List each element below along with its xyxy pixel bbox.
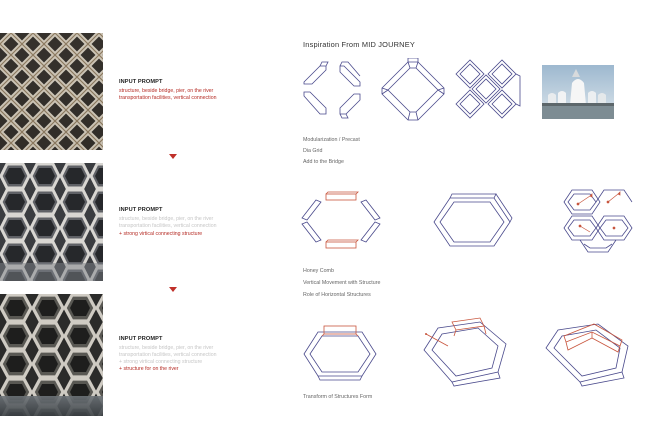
diagram-honeycomb-parts <box>298 188 384 254</box>
prompt-3-added: + structure for on the river <box>119 366 179 372</box>
note-horizontal-structures: Role of Horizontal Structures <box>303 292 371 298</box>
prompt-3-line-3: + strong virtical connecting structure <box>119 359 203 365</box>
diagram-precast-modules <box>300 58 380 122</box>
diagram-form-extruded <box>540 316 640 388</box>
prompt-1-line-2: transportation facilities, vertical connection <box>119 95 217 101</box>
prompt-2-line-2: transportation facilities, vertical connection <box>119 223 217 229</box>
render-photo-1 <box>0 33 103 150</box>
prompt-3-line-2: transportation facilities, vertical connection <box>119 352 217 358</box>
triangle-down-icon <box>169 154 177 159</box>
prompt-2-added: + strong virtical connecting structure <box>119 231 203 237</box>
note-transform-form: Transform of Structures Form <box>303 394 373 400</box>
triangle-down-icon <box>169 287 177 292</box>
diagram-form-flat <box>300 322 380 384</box>
reference-building-photo <box>542 65 614 119</box>
prompt-2-title: INPUT PROMPT <box>119 207 163 213</box>
note-dia-grid: Dia Grid <box>303 148 323 154</box>
note-modularization: Modularization / Precast <box>303 137 360 143</box>
diagram-honeycomb-cell <box>430 190 516 252</box>
prompt-1-line-1: structure, beside bridge, pier, on the river <box>119 88 214 94</box>
render-photo-3 <box>0 294 103 416</box>
note-honey-comb: Honey Comb <box>303 268 334 274</box>
page-heading: Inspiration From MID JOURNEY <box>303 40 415 49</box>
diagram-honeycomb-cluster <box>556 182 636 264</box>
note-add-to-bridge: Add to the Bridge <box>303 159 344 165</box>
prompt-1-title: INPUT PROMPT <box>119 79 163 85</box>
prompt-3-title: INPUT PROMPT <box>119 336 163 342</box>
render-photo-2 <box>0 163 103 281</box>
prompt-3-line-1: structure, beside bridge, pier, on the river <box>119 345 214 351</box>
diagram-diagrid-grid <box>452 58 524 122</box>
diagram-form-twisted <box>418 316 520 388</box>
prompt-2-line-1: structure, beside bridge, pier, on the river <box>119 216 214 222</box>
note-vertical-movement: Vertical Movement with Structure <box>303 280 381 286</box>
diagram-diagrid-unit <box>378 58 448 122</box>
